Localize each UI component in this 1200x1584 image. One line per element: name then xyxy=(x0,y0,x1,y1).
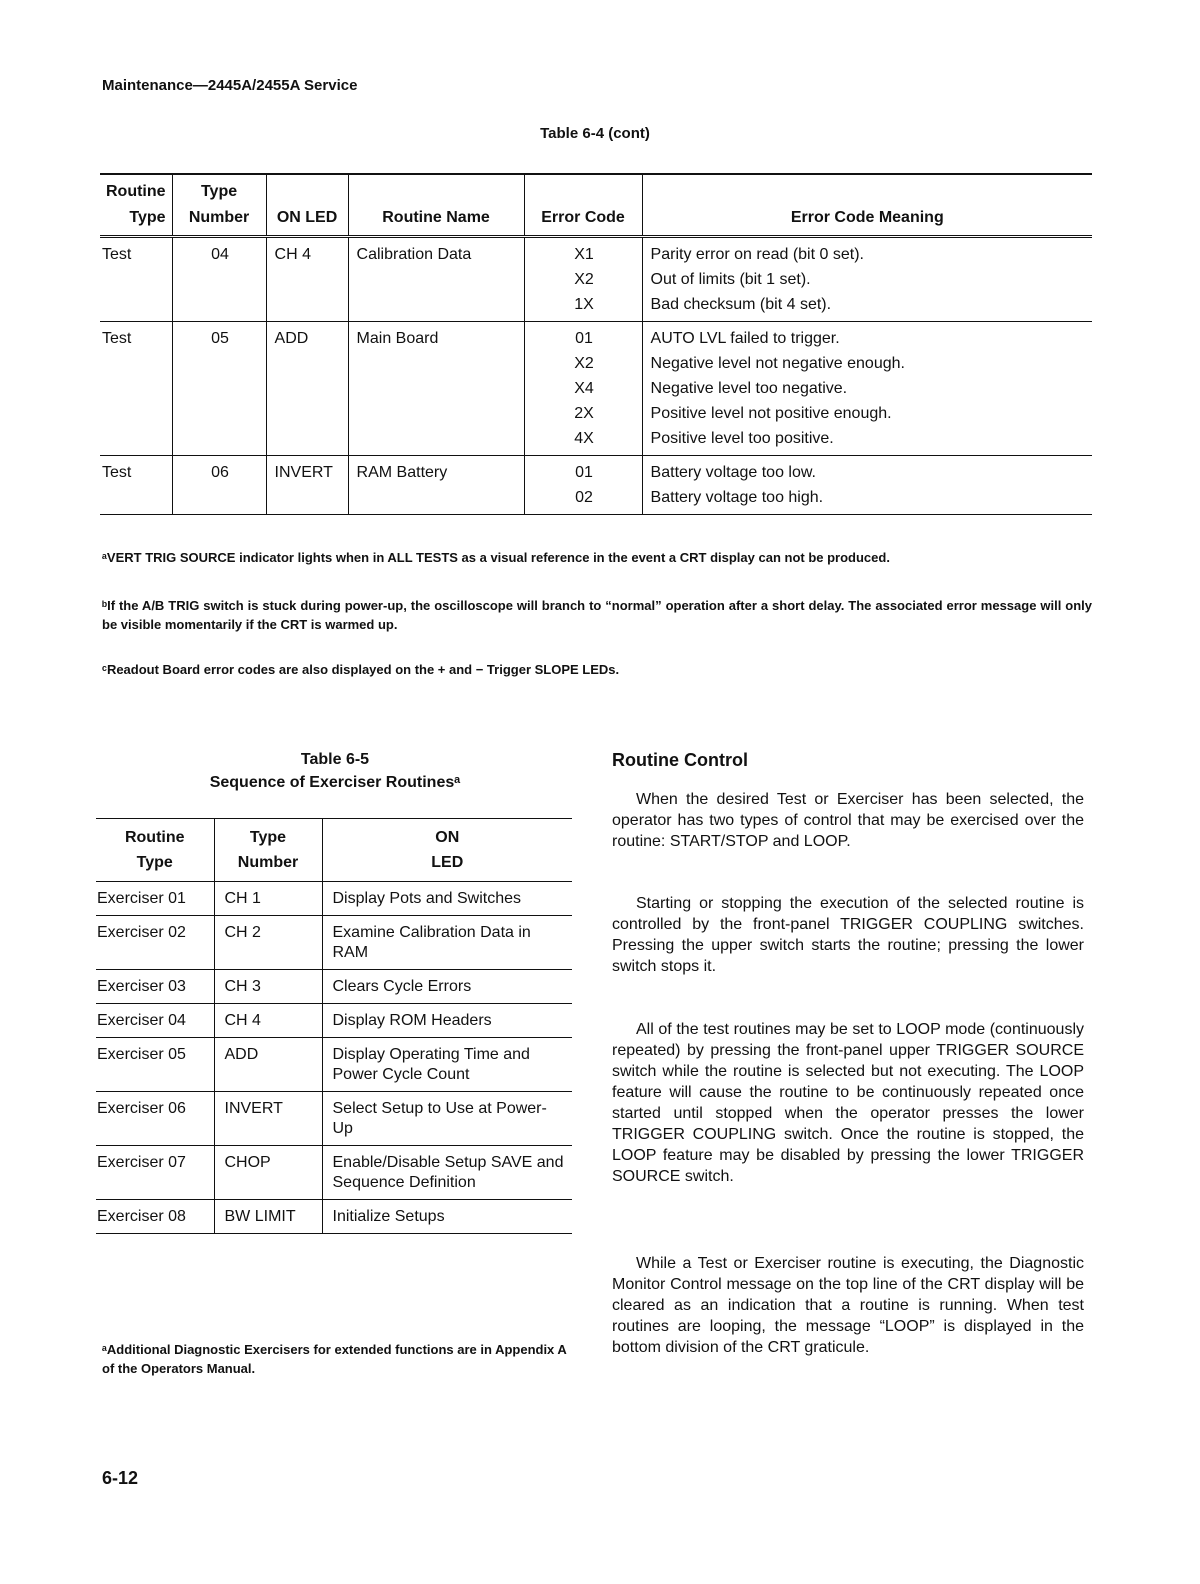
description: Examine Calibration Data in RAM xyxy=(322,916,572,970)
description: Enable/Disable Setup SAVE and Sequence Definition xyxy=(322,1146,572,1200)
led: INVERT xyxy=(214,1092,322,1146)
routine: Exerciser 08 xyxy=(97,1208,186,1225)
footnote-c: ᶜReadout Board error codes are also displayed on the + and − Trigger SLOPE LEDs. xyxy=(102,662,620,677)
led: CH 3 xyxy=(214,970,322,1004)
col-header-type-number: Type Number xyxy=(214,819,322,882)
table-row xyxy=(100,322,1092,456)
col-header-error-code: Error Code xyxy=(524,174,642,237)
routine-name: Main Board xyxy=(348,322,524,456)
error-codes: X1 X2 1X xyxy=(524,237,642,322)
col-header-on-led: ON LED xyxy=(322,819,572,882)
routine: Exerciser 01 xyxy=(97,890,186,907)
on-led: ADD xyxy=(266,322,348,456)
running-header: Maintenance—2445A/2455A Service xyxy=(102,77,358,94)
led: CH 4 xyxy=(214,1004,322,1038)
table-row xyxy=(96,1004,572,1038)
routine: Exerciser 04 xyxy=(97,1012,186,1029)
routine: Exerciser 05 xyxy=(97,1046,186,1063)
type-number: 04 xyxy=(172,237,266,322)
col-header-error-meaning: Error Code Meaning xyxy=(642,174,1092,237)
table-6-5-number: Table 6-5 xyxy=(300,751,370,768)
on-led: CH 4 xyxy=(266,237,348,322)
col-header-routine-name: Routine Name xyxy=(348,174,524,237)
table-header-row xyxy=(100,174,1092,237)
description: Initialize Setups xyxy=(322,1200,572,1234)
table-6-4-title: Table 6-4 (cont) xyxy=(540,125,650,142)
paragraph: When the desired Test or Exerciser has been selected, the operator has two types of control that may be exercised over the routine: START/STOP and LOOP. xyxy=(612,791,1084,850)
error-codes: 01 X2 X4 2X 4X xyxy=(524,322,642,456)
error-meanings: Parity error on read (bit 0 set). Out of limits (bit 1 set). Bad checksum (bit 4 set). xyxy=(642,237,1092,322)
description: Display ROM Headers xyxy=(322,1004,572,1038)
table-row xyxy=(96,1038,572,1092)
routine-type: Test xyxy=(102,464,132,481)
led: CH 1 xyxy=(214,882,322,916)
table-row xyxy=(100,456,1092,515)
paragraph: Starting or stopping the execution of the selected routine is controlled by the front-panel TRIGGER COUPLING switches. Pressing the upper switch starts the routine; pressing the lower switch stops it. xyxy=(612,895,1084,975)
on-led: INVERT xyxy=(266,456,348,515)
col-header-routine-type: Routine Type xyxy=(124,829,185,871)
routine: Exerciser 07 xyxy=(97,1154,186,1171)
table-row xyxy=(100,237,1092,322)
error-meanings: Battery voltage too low. Battery voltage too high. xyxy=(642,456,1092,515)
table-row xyxy=(96,970,572,1004)
routine-type: Test xyxy=(102,330,132,347)
table-6-5-subtitle: Sequence of Exerciser Routinesᵃ xyxy=(209,774,461,791)
col-header-routine-type: Routine Type xyxy=(106,183,166,226)
table-row xyxy=(96,916,572,970)
description: Display Pots and Switches xyxy=(322,882,572,916)
description: Clears Cycle Errors xyxy=(322,970,572,1004)
paragraph: All of the test routines may be set to LOOP mode (continuously repeated) by pressing the front-panel upper TRIGGER SOURCE switch while the routine is selected but not executing. The LOOP feature will cause the routine to be continuously repeated once started until stopped when the operator presses the lower TRIGGER COUPLING switch. Once the routine is stopped, the LOOP feature may be disabled by pressing the lower TRIGGER SOURCE switch. xyxy=(612,1021,1084,1185)
routine: Exerciser 06 xyxy=(97,1100,186,1117)
table-6-5 xyxy=(96,818,572,1234)
col-header-on-led: ON LED xyxy=(266,174,348,237)
error-codes: 01 02 xyxy=(524,456,642,515)
description: Select Setup to Use at Power-Up xyxy=(322,1092,572,1146)
section-heading-routine-control: Routine Control xyxy=(612,750,748,770)
led: CHOP xyxy=(214,1146,322,1200)
table-6-5-title xyxy=(98,748,572,794)
type-number: 05 xyxy=(172,322,266,456)
table-6-5-footnote: ᵃAdditional Diagnostic Exercisers for extended functions are in Appendix A of the Operators Manual. xyxy=(102,1342,567,1376)
routine-name: Calibration Data xyxy=(348,237,524,322)
routine: Exerciser 03 xyxy=(97,978,186,995)
led: ADD xyxy=(214,1038,322,1092)
table-row xyxy=(96,1092,572,1146)
col-header-type-number: Type Number xyxy=(172,174,266,237)
description: Display Operating Time and Power Cycle Count xyxy=(322,1038,572,1092)
table-row xyxy=(96,882,572,916)
routine-name: RAM Battery xyxy=(348,456,524,515)
type-number: 06 xyxy=(172,456,266,515)
page-number: 6-12 xyxy=(102,1468,139,1488)
error-meanings: AUTO LVL failed to trigger. Negative level not negative enough. Negative level too negative. Positive level not positive enough. Positive level too positive. xyxy=(642,322,1092,456)
table-header-row xyxy=(96,819,572,882)
table-row xyxy=(96,1200,572,1234)
footnote-a: ᵃVERT TRIG SOURCE indicator lights when in ALL TESTS as a visual reference in the event a CRT display can not be produced. xyxy=(102,550,890,565)
routine: Exerciser 02 xyxy=(97,924,186,941)
table-row xyxy=(96,1146,572,1200)
footnote-b: ᵇIf the A/B TRIG switch is stuck during power-up, the oscilloscope will branch to “normal” operation after a short delay. The associated error message will only be visible momentarily if the CRT is warmed up. xyxy=(102,598,1092,632)
paragraph: While a Test or Exerciser routine is executing, the Diagnostic Monitor Control message on the top line of the CRT display will be cleared as an indication that a routine is running. When test routines are looping, the message “LOOP” is displayed in the bottom division of the CRT graticule. xyxy=(612,1255,1084,1356)
led: CH 2 xyxy=(214,916,322,970)
table-6-4 xyxy=(100,173,1092,515)
led: BW LIMIT xyxy=(214,1200,322,1234)
routine-type: Test xyxy=(102,246,132,263)
